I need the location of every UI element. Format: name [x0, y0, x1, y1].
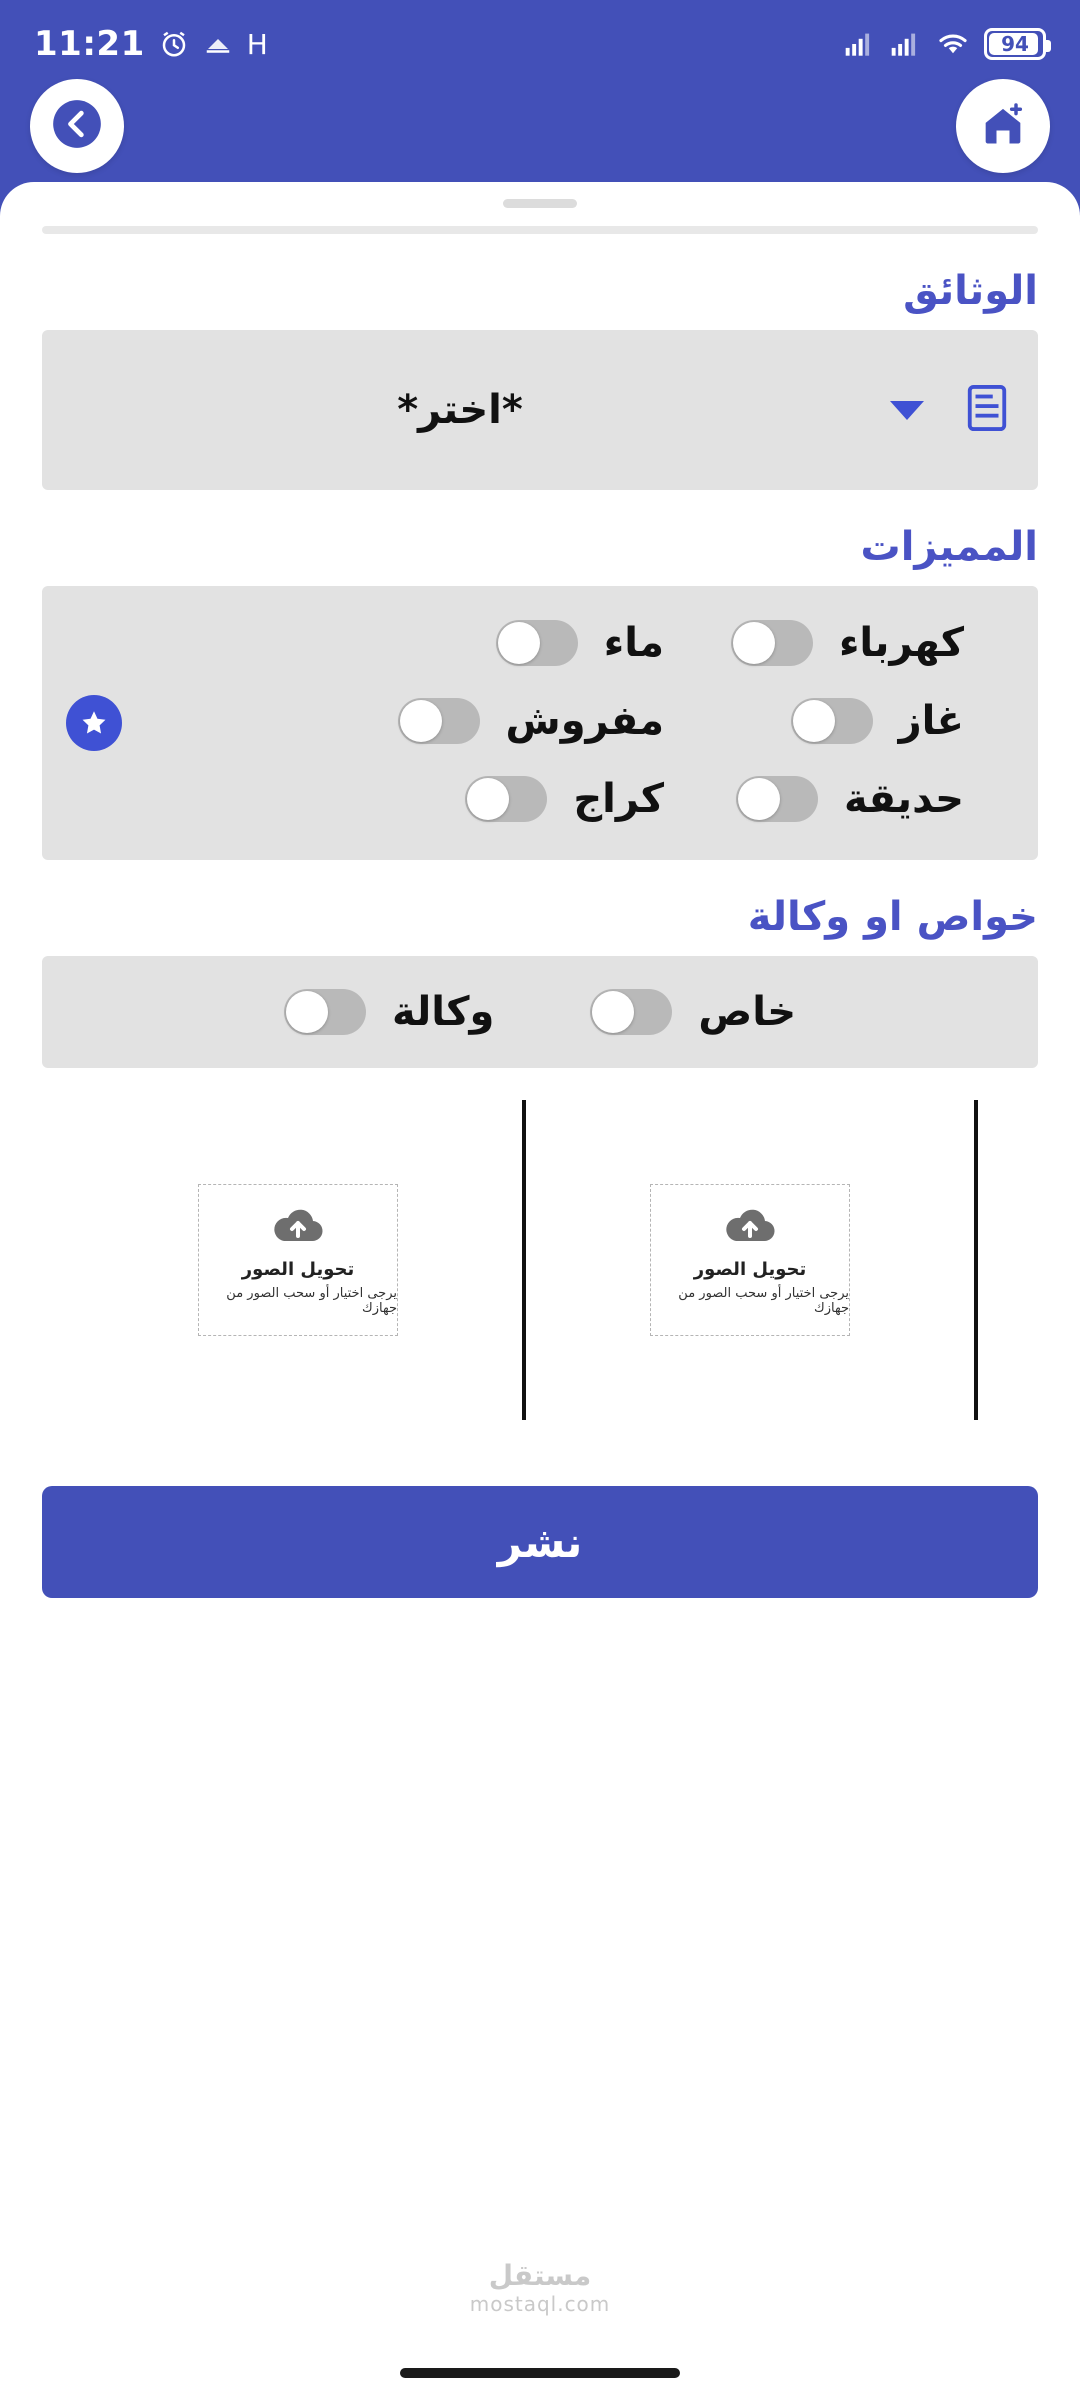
upload-title: تحويل الصور — [693, 1258, 807, 1280]
document-icon — [964, 383, 1010, 437]
feature-label: حديقة — [844, 776, 964, 822]
documents-select-value: *اختر* — [397, 387, 523, 433]
documents-section-title: الوثائق — [903, 268, 1038, 314]
alarm-icon — [159, 29, 189, 59]
feature-item-gas[interactable] — [664, 698, 964, 744]
feature-label: غاز — [898, 698, 964, 744]
features-row — [70, 620, 1010, 666]
status-bar — [0, 0, 1080, 88]
documents-panel — [42, 330, 1038, 490]
header-bar — [0, 88, 1080, 180]
form-content — [0, 268, 1080, 1430]
features-panel — [42, 586, 1038, 860]
upload-cloud-icon — [720, 1205, 780, 1253]
feature-label: ماء — [603, 620, 664, 666]
feature-item-water[interactable] — [364, 620, 664, 666]
upload-cloud-icon — [268, 1205, 328, 1253]
wifi-icon — [936, 31, 970, 57]
upload-subtitle: يرجى اختيار أو سحب الصور من جهازك — [226, 1285, 397, 1316]
upload-card[interactable] — [198, 1184, 398, 1336]
home-button[interactable] — [956, 79, 1050, 173]
ownership-option-private[interactable] — [590, 989, 796, 1035]
feature-item-garage[interactable] — [364, 776, 664, 822]
features-section-title: المميزات — [860, 524, 1038, 570]
feature-toggle[interactable] — [496, 620, 578, 666]
features-row — [70, 698, 1010, 744]
sheet-grabber[interactable] — [503, 199, 577, 208]
ownership-label: وكالة — [391, 989, 495, 1035]
publish-button[interactable]: نشر — [42, 1486, 1038, 1598]
watermark — [0, 2259, 1080, 2316]
upload-card[interactable] — [650, 1184, 850, 1336]
feature-label: كراج — [573, 776, 664, 822]
feature-toggle[interactable] — [465, 776, 547, 822]
battery-icon — [984, 28, 1046, 60]
features-row — [70, 776, 1010, 822]
chevron-down-icon[interactable] — [890, 401, 924, 420]
ownership-row — [42, 956, 1038, 1068]
carrier-letter: H — [246, 27, 269, 61]
carousel-divider — [974, 1100, 978, 1420]
back-arrow-icon — [51, 98, 103, 154]
feature-toggle[interactable] — [398, 698, 480, 744]
form-sheet — [0, 182, 1080, 2400]
feature-item-furnished[interactable] — [364, 698, 664, 744]
battery-percent: 94 — [1001, 32, 1029, 56]
ownership-section-title: خواص او وكالة — [747, 894, 1038, 940]
status-bar-left — [34, 24, 268, 64]
watermark-latin: mostaql.com — [469, 2292, 611, 2316]
ownership-toggle[interactable] — [590, 989, 672, 1035]
feature-label: مفروش — [505, 698, 664, 744]
home-indicator — [400, 2368, 680, 2378]
back-button[interactable] — [30, 79, 124, 173]
upload-title: تحويل الصور — [241, 1258, 355, 1280]
signal-icon — [844, 31, 876, 57]
ownership-label: خاص — [698, 989, 797, 1035]
documents-select-row[interactable] — [42, 330, 1038, 490]
top-divider — [42, 226, 1038, 234]
weather-icon — [203, 29, 233, 59]
ownership-panel — [42, 956, 1038, 1068]
carousel-divider — [522, 1100, 526, 1420]
feature-item-garden[interactable] — [664, 776, 964, 822]
ownership-toggle[interactable] — [284, 989, 366, 1035]
feature-label: كهرباء — [838, 620, 964, 666]
feature-item-electricity[interactable] — [664, 620, 964, 666]
home-add-icon — [977, 98, 1029, 154]
feature-toggle[interactable] — [736, 776, 818, 822]
star-icon — [78, 707, 110, 739]
ownership-option-agency[interactable] — [284, 989, 494, 1035]
feature-toggle[interactable] — [731, 620, 813, 666]
status-clock: 11:21 — [34, 24, 145, 64]
signal-icon-2 — [890, 31, 922, 57]
star-badge[interactable] — [66, 695, 122, 751]
status-bar-right — [844, 28, 1046, 60]
watermark-arabic: مستقل — [488, 2259, 592, 2292]
feature-toggle[interactable] — [791, 698, 873, 744]
uploads-carousel[interactable] — [42, 1090, 1038, 1430]
upload-subtitle: يرجى اختيار أو سحب الصور من جهازك — [678, 1285, 849, 1316]
